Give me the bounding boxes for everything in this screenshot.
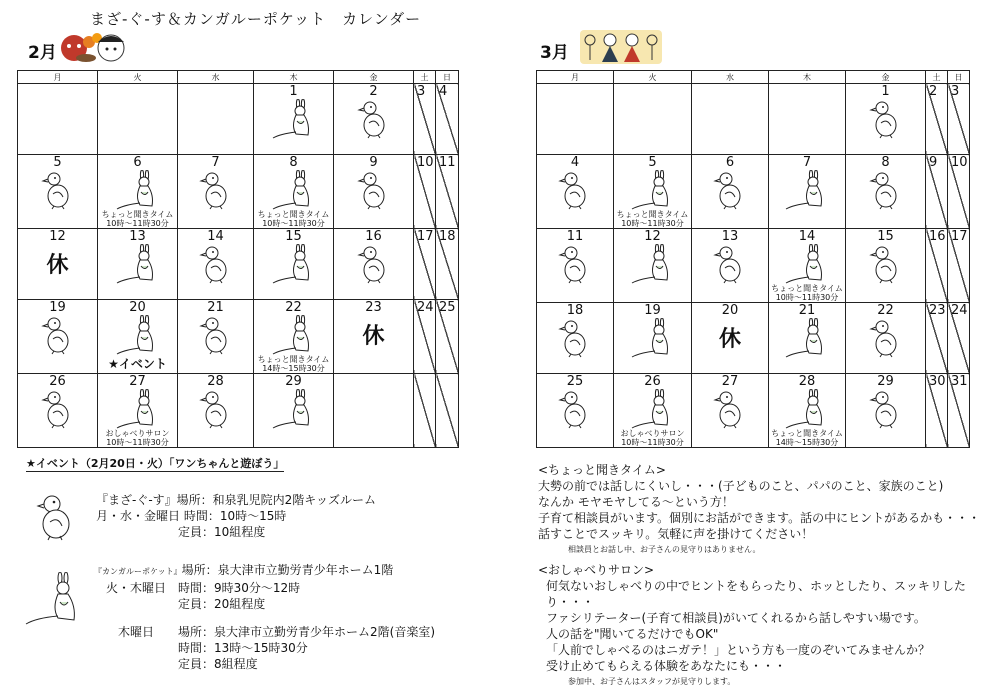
day-number: 24 <box>951 303 968 318</box>
goose-days-time: 月・水・金曜日 時間：10時～15時 <box>96 509 287 523</box>
day-number: 11 <box>566 229 584 244</box>
calendar-day <box>614 374 692 448</box>
calendar-day <box>18 374 98 448</box>
calendar-day <box>614 155 692 229</box>
day-number: 9 <box>369 155 378 170</box>
weekday-header: 木 <box>769 71 846 84</box>
kangaroo-icon <box>629 170 677 210</box>
calendar-day <box>948 374 970 448</box>
session-note: 14時～15時30分 <box>262 364 325 373</box>
event-heading: ★イベント（2月20日・火）「ワンちゃんと遊ぼう」 <box>26 457 285 470</box>
calendar-day <box>98 229 178 300</box>
weekday-header: 金 <box>846 71 926 84</box>
calendar-week <box>537 374 970 448</box>
calendar-week <box>537 303 970 374</box>
weekday-header: 火 <box>614 71 692 84</box>
calendar-day <box>948 229 970 303</box>
session-note: ちょっと聞きタイム <box>101 210 174 219</box>
session-note: 10時～11時30分 <box>106 438 169 447</box>
calendar-day <box>334 229 414 300</box>
salon-line: 人の話を"聞いてるだけでもOK" <box>546 627 719 641</box>
day-number: 22 <box>877 303 894 318</box>
calendar-week <box>18 300 459 374</box>
goose-capacity: 定員：10組程度 <box>178 525 266 539</box>
weekday-header: 月 <box>18 71 98 84</box>
session-note: おしゃべりサロン <box>620 429 685 438</box>
day-number: 15 <box>285 229 302 244</box>
kangaroo-icon <box>114 389 162 429</box>
day-number: 20 <box>721 303 739 318</box>
feb-month-label: 2月 <box>28 43 57 63</box>
kangaroo-icon <box>270 389 318 429</box>
weekday-header: 水 <box>692 71 769 84</box>
calendar-day <box>692 84 769 155</box>
goose-icon <box>712 244 748 284</box>
calendar-day <box>537 229 614 303</box>
calendar-day <box>98 84 178 155</box>
setsubun-decoration-icon <box>56 28 126 64</box>
calendar-day <box>334 155 414 229</box>
day-number: 19 <box>644 303 661 318</box>
goose-icon <box>712 389 748 429</box>
calendar-day <box>178 155 254 229</box>
session-note: ちょっと聞きタイム <box>771 284 843 293</box>
day-number: 31 <box>951 374 968 389</box>
kangaroo-location-1: 場所：泉大津市立勤労青少年ホーム1階 <box>181 563 394 577</box>
goose-icon <box>40 315 76 355</box>
day-number: 18 <box>439 229 456 244</box>
session-note: 10時～11時30分 <box>621 438 684 447</box>
calendar-day <box>614 84 692 155</box>
feb-calendar <box>17 70 459 448</box>
day-number: 17 <box>417 229 434 244</box>
session-note: 10時～11時30分 <box>106 219 169 228</box>
day-number: 19 <box>49 300 66 315</box>
day-number: 28 <box>207 374 224 389</box>
day-number: 16 <box>365 229 382 244</box>
calendar-day <box>178 374 254 448</box>
calendar-day <box>18 229 98 300</box>
goose-icon <box>40 170 76 210</box>
day-number: 26 <box>49 374 66 389</box>
kangaroo-icon <box>629 389 677 429</box>
day-number: 5 <box>648 155 657 170</box>
calendar-day <box>769 84 846 155</box>
day-number: 6 <box>133 155 142 170</box>
day-number: 30 <box>929 374 946 389</box>
day-number: 10 <box>951 155 968 170</box>
calendar-day <box>948 155 970 229</box>
calendar-day <box>846 229 926 303</box>
goose-icon <box>356 99 392 139</box>
day-number: 26 <box>644 374 661 389</box>
calendar-day <box>178 84 254 155</box>
day-number: 7 <box>211 155 220 170</box>
day-number: 22 <box>285 300 302 315</box>
calendar-day <box>846 303 926 374</box>
session-note: ちょっと聞きタイム <box>771 429 843 438</box>
calendar-day <box>334 84 414 155</box>
calendar-day <box>98 300 178 374</box>
kangaroo-icon <box>270 170 318 210</box>
goose-icon <box>868 99 904 139</box>
session-note: 10時～11時30分 <box>262 219 325 228</box>
kangaroo-icon <box>783 389 831 429</box>
day-number: 23 <box>929 303 946 318</box>
closed-label: 休 <box>718 327 741 352</box>
weekday-header: 火 <box>98 71 178 84</box>
day-number: 4 <box>439 84 448 99</box>
calendar-day <box>178 229 254 300</box>
salon-section <box>538 562 997 690</box>
calendar-day <box>254 84 334 155</box>
calendar-day <box>769 155 846 229</box>
day-number: 1 <box>881 84 890 99</box>
goose-icon <box>868 389 904 429</box>
day-number: 23 <box>365 300 382 315</box>
goose-icon <box>557 318 593 358</box>
calendar-day <box>334 300 414 374</box>
kangaroo-mascot-icon <box>22 572 84 628</box>
calendar-day <box>769 303 846 374</box>
day-number: 3 <box>951 84 960 99</box>
chotto-note: 相談員とお話し中、お子さんの見守りはありません。 <box>568 545 761 554</box>
calendar-day <box>436 155 459 229</box>
kangaroo-icon <box>270 315 318 355</box>
calendar-week <box>537 229 970 303</box>
goose-icon <box>868 170 904 210</box>
goose-icon <box>198 244 234 284</box>
session-note: 14時～15時30分 <box>775 438 839 447</box>
session-note: 10時～11時30分 <box>775 293 839 302</box>
calendar-day <box>254 229 334 300</box>
kangaroo-capacity-2: 定員：8組程度 <box>178 657 258 671</box>
calendar-week <box>18 155 459 229</box>
day-number: 13 <box>721 229 739 244</box>
weekday-header: 木 <box>254 71 334 84</box>
day-number: 25 <box>566 374 584 389</box>
calendar-day <box>537 155 614 229</box>
kangaroo-icon <box>629 318 677 358</box>
kangaroo-icon <box>783 244 831 284</box>
day-number: 3 <box>417 84 426 99</box>
goose-icon <box>557 170 593 210</box>
calendar-day <box>846 84 926 155</box>
calendar-day <box>692 303 769 374</box>
day-number: 15 <box>877 229 894 244</box>
session-note: 10時～11時30分 <box>621 219 684 228</box>
page-title: まざ-ぐ-す＆カンガルーポケット カレンダー <box>90 10 422 28</box>
calendar-day <box>254 155 334 229</box>
calendar-day <box>769 374 846 448</box>
closed-label: 休 <box>46 253 69 278</box>
calendar-day <box>692 229 769 303</box>
day-number: 17 <box>951 229 968 244</box>
kangaroo-icon <box>783 170 831 210</box>
chotto-line: なんか モヤモヤしてる～という方！ <box>538 495 734 509</box>
kangaroo-time-2: 時間：13時～15時30分 <box>178 641 308 655</box>
calendar-day <box>18 84 98 155</box>
goose-icon <box>356 170 392 210</box>
calendar-day <box>436 300 459 374</box>
day-number: 27 <box>129 374 146 389</box>
day-number: 12 <box>644 229 661 244</box>
day-number: 2 <box>369 84 378 99</box>
calendar-day <box>614 303 692 374</box>
goose-icon <box>868 318 904 358</box>
salon-line: 何気ないおしゃべりの中でヒントをもらったり、ホッとしたり、スッキリしたり・・・ <box>546 579 966 609</box>
goose-info <box>96 492 376 540</box>
calendar-day <box>414 84 436 155</box>
salon-heading: <おしゃべりサロン> <box>538 563 655 577</box>
calendar-day <box>334 374 414 448</box>
chotto-line: 大勢の前では話しにくいし・・・(子どものこと、パパのこと、家族のこと) <box>538 479 944 493</box>
weekday-header: 日 <box>436 71 459 84</box>
weekday-header: 水 <box>178 71 254 84</box>
goose-icon <box>198 389 234 429</box>
calendar-day <box>414 300 436 374</box>
calendar-day <box>436 84 459 155</box>
calendar-day <box>692 155 769 229</box>
calendar-week <box>18 84 459 155</box>
salon-line: ファシリテーター(子育て相談員)がいてくれるから話しやすい場です。 <box>546 611 926 625</box>
goose-icon <box>712 170 748 210</box>
kangaroo-icon <box>114 170 162 210</box>
calendar-day <box>692 374 769 448</box>
goose-icon <box>356 244 392 284</box>
day-number: 1 <box>289 84 298 99</box>
calendar-day <box>98 374 178 448</box>
goose-icon <box>557 244 593 284</box>
day-number: 12 <box>49 229 66 244</box>
calendar-day <box>178 300 254 374</box>
calendar-day <box>614 229 692 303</box>
calendar-day <box>926 374 948 448</box>
day-number: 8 <box>881 155 890 170</box>
day-number: 21 <box>207 300 224 315</box>
day-number: 24 <box>417 300 434 315</box>
day-number: 14 <box>798 229 816 244</box>
calendar-day <box>948 303 970 374</box>
day-number: 7 <box>802 155 812 170</box>
goose-icon <box>198 170 234 210</box>
weekday-header: 土 <box>414 71 436 84</box>
day-number: 10 <box>417 155 434 170</box>
session-note: ちょっと聞きタイム <box>257 355 330 364</box>
calendar-day <box>436 229 459 300</box>
goose-icon <box>868 244 904 284</box>
salon-note: 参加中、お子さんはスタッフが見守りします。 <box>568 677 736 686</box>
day-number: 8 <box>289 155 298 170</box>
calendar-week <box>18 229 459 300</box>
kangaroo-thursday: 木曜日 <box>117 625 154 639</box>
calendar-day <box>537 374 614 448</box>
weekday-header: 土 <box>926 71 948 84</box>
calendar-day <box>769 229 846 303</box>
calendar-day <box>18 155 98 229</box>
weekday-header: 日 <box>948 71 970 84</box>
calendar-day <box>926 229 948 303</box>
salon-line: 受け止めてもらえる体験をあなたにも・・・ <box>546 659 787 673</box>
closed-label: 休 <box>362 324 385 349</box>
calendar-week <box>537 84 970 155</box>
session-note: ちょっと聞きタイム <box>616 210 689 219</box>
chotto-heading: <ちょっと聞きタイム> <box>538 463 666 477</box>
goose-icon <box>198 315 234 355</box>
day-number: 20 <box>129 300 146 315</box>
weekday-header: 金 <box>334 71 414 84</box>
calendar-day <box>846 155 926 229</box>
calendar-day <box>414 155 436 229</box>
session-note: おしゃべりサロン <box>105 429 170 438</box>
calendar-day <box>98 155 178 229</box>
day-number: 2 <box>929 84 938 99</box>
goose-location: 『まざ-ぐ-す』場所：和泉乳児院内2階キッズルーム <box>96 493 377 507</box>
calendar-day <box>926 84 948 155</box>
kangaroo-time-1: 時間：9時30分～12時 <box>178 581 301 595</box>
session-note: ちょっと聞きタイム <box>257 210 330 219</box>
day-number: 28 <box>798 374 816 389</box>
kangaroo-location-2: 場所：泉大津市立勤労青少年ホーム2階(音楽室) <box>178 625 435 639</box>
calendar-day <box>254 374 334 448</box>
salon-line: 「人前でしゃべるのはニガテ！」という方も一度のぞいてみませんか？ <box>546 643 931 657</box>
calendar-day <box>846 374 926 448</box>
chotto-line: 子育て相談員がいます。個別にお話ができます。話の中にヒントがあるかも・・・ <box>538 511 981 525</box>
day-number: 25 <box>439 300 456 315</box>
kangaroo-icon <box>270 244 318 284</box>
day-number: 14 <box>207 229 224 244</box>
day-number: 21 <box>798 303 816 318</box>
day-number: 5 <box>53 155 62 170</box>
event-label: ★イベント <box>108 357 167 371</box>
day-number: 13 <box>129 229 146 244</box>
goose-icon <box>557 389 593 429</box>
day-number: 4 <box>570 155 580 170</box>
kangaroo-icon <box>114 315 162 355</box>
day-number: 11 <box>439 155 456 170</box>
calendar-day <box>414 374 436 448</box>
hinamatsuri-decoration-icon <box>580 28 662 66</box>
day-number: 27 <box>721 374 739 389</box>
calendar-day <box>926 155 948 229</box>
chotto-line: 話すことでスッキリ。気軽に声を掛けてください！ <box>538 527 814 541</box>
weekday-header: 月 <box>537 71 614 84</box>
calendar-day <box>254 300 334 374</box>
calendar-day <box>18 300 98 374</box>
calendar-week <box>537 155 970 229</box>
mar-month-label: 3月 <box>540 43 569 63</box>
day-number: 16 <box>929 229 946 244</box>
calendar-week <box>18 374 459 448</box>
calendar-day <box>537 84 614 155</box>
kangaroo-days: 火・木曜日 <box>105 581 166 595</box>
calendar-day <box>537 303 614 374</box>
kangaroo-capacity-1: 定員：20組程度 <box>178 597 266 611</box>
day-number: 29 <box>877 374 894 389</box>
goose-icon <box>40 389 76 429</box>
calendar-day <box>414 229 436 300</box>
mar-calendar <box>536 70 970 448</box>
kangaroo-icon <box>270 99 318 139</box>
day-number: 18 <box>566 303 584 318</box>
chotto-section <box>538 462 980 558</box>
day-number: 9 <box>929 155 938 170</box>
kangaroo-info <box>94 562 435 672</box>
kangaroo-icon <box>629 244 677 284</box>
day-number: 29 <box>285 374 302 389</box>
kangaroo-icon <box>114 244 162 284</box>
calendar-day <box>436 374 459 448</box>
calendar-day <box>926 303 948 374</box>
calendar-day <box>948 84 970 155</box>
day-number: 6 <box>725 155 735 170</box>
kangaroo-name: 『カンガルーポケット』 <box>94 567 182 576</box>
kangaroo-icon <box>783 318 831 358</box>
goose-mascot-icon <box>30 492 80 542</box>
